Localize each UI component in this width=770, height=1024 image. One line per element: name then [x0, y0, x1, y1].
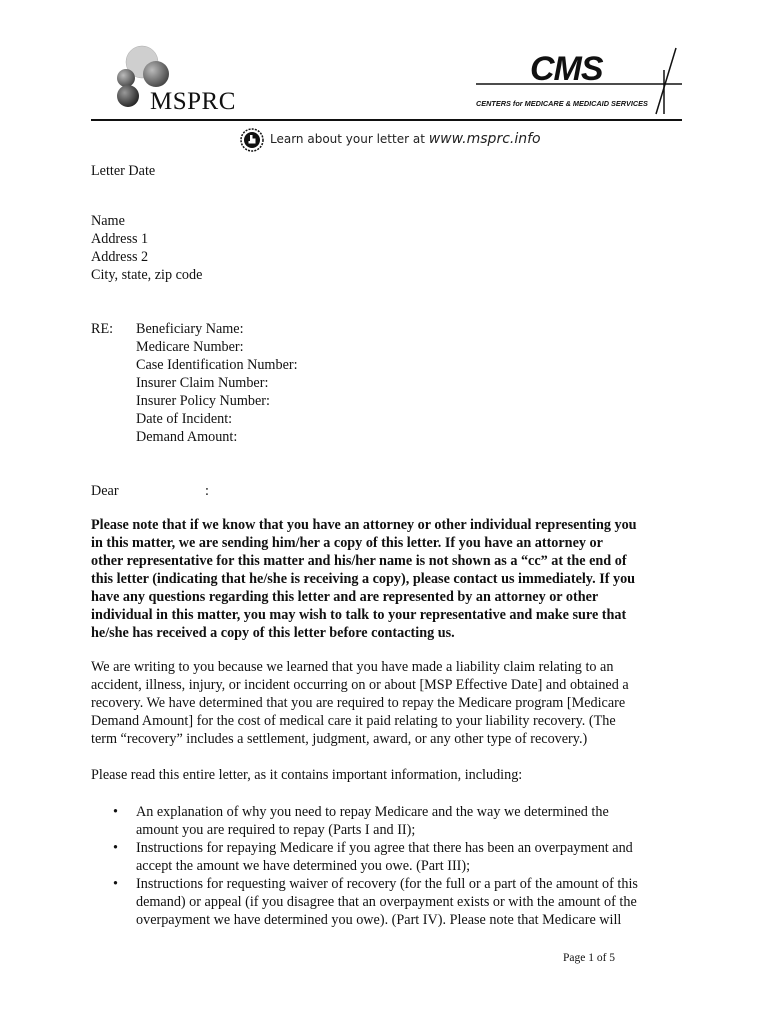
bullet-line: Instructions for repaying Medicare if you agree that there has been an overpayment and: [136, 840, 633, 856]
notice-line: in this matter, we are sending him/her a copy of this letter. If you have an attorney or: [91, 535, 603, 551]
learn-about-letter: [270, 131, 541, 147]
bullet-glyph: •: [113, 840, 118, 856]
re-date-of-incident: Date of Incident:: [136, 411, 233, 427]
body-line: accident, illness, injury, or incident occurring on or about [MSP Effective Date] and obtained a: [91, 677, 629, 693]
re-beneficiary-name: Beneficiary Name:: [136, 321, 244, 337]
bullet-line: accept the amount we have determined you owe. (Part III);: [136, 858, 471, 874]
bullet-glyph: •: [113, 876, 118, 892]
bullet-line: overpayment we have determined you owe). (Part IV). Please note that Medicare will: [136, 912, 622, 928]
learn-text: Learn about your letter at: [270, 132, 429, 146]
bullet-line: demand) or appeal (if you disagree that an overpayment exists or with the amount of the: [136, 894, 637, 910]
re-demand-amount: Demand Amount:: [136, 429, 238, 445]
bullet-line: amount you are required to repay (Parts I and II);: [136, 822, 416, 838]
body-line: term “recovery” includes a settlement, judgment, award, or any other type of recovery.): [91, 731, 588, 747]
hand-pointer-icon: [240, 128, 264, 152]
address-city-state-zip: City, state, zip code: [91, 267, 203, 283]
bullet-item: [91, 803, 691, 839]
notice-line: have any questions regarding this letter and are represented by an attorney or other: [91, 589, 599, 605]
bullet-line: Instructions for requesting waiver of recovery (for the full or a part of the amount of this: [136, 876, 638, 892]
cms-logo-text: CMS: [530, 50, 603, 88]
re-insurer-claim-number: Insurer Claim Number:: [136, 375, 269, 391]
cms-logo-subtitle: CENTERS for MEDICARE & MEDICAID SERVICES: [476, 99, 648, 108]
read-intro: Please read this entire letter, as it contains important information, including:: [91, 767, 523, 783]
learn-url-link[interactable]: www.msprc.info: [428, 131, 541, 147]
bullet-line: An explanation of why you need to repay Medicare and the way we determined the: [136, 804, 609, 820]
re-label: RE:: [91, 321, 114, 337]
address-name: Name: [91, 213, 125, 229]
body-line: Demand Amount] for the cost of medical care it paid relating to your liability recovery. (The: [91, 713, 616, 729]
notice-line: individual in this matter, you may wish to talk to your representative and make sure that: [91, 607, 627, 623]
address-line-2: Address 2: [91, 249, 149, 265]
re-medicare-number: Medicare Number:: [136, 339, 244, 355]
body-line: recovery. We have determined that you are required to repay the Medicare program [Medicare: [91, 695, 626, 711]
info-bullet-list: [91, 803, 691, 929]
bullet-item: [91, 839, 691, 875]
notice-line: this letter (indicating that he/she is receiving a copy), please contact us immediately. If you: [91, 571, 636, 587]
bullet-item: [91, 875, 691, 929]
msprc-logo-text: MSPRC: [150, 88, 236, 115]
body-line: We are writing to you because we learned that you have made a liability claim relating to an: [91, 659, 614, 675]
notice-line: Please note that if we know that you have an attorney or other individual representing you: [91, 517, 637, 533]
page-number: Page 1 of 5: [563, 952, 616, 964]
salutation-colon: :: [205, 483, 209, 499]
notice-line: other representative for this matter and his/her name is not shown as a “cc” at the end of: [91, 553, 627, 569]
notice-line: he/she has received a copy of this letter before contacting us.: [91, 625, 455, 641]
letter-date: Letter Date: [91, 163, 156, 179]
re-case-id-number: Case Identification Number:: [136, 357, 298, 373]
address-line-1: Address 1: [91, 231, 149, 247]
header-divider: [91, 119, 682, 121]
re-insurer-policy-number: Insurer Policy Number:: [136, 393, 270, 409]
bullet-glyph: •: [113, 804, 118, 820]
salutation: Dear: [91, 483, 119, 499]
